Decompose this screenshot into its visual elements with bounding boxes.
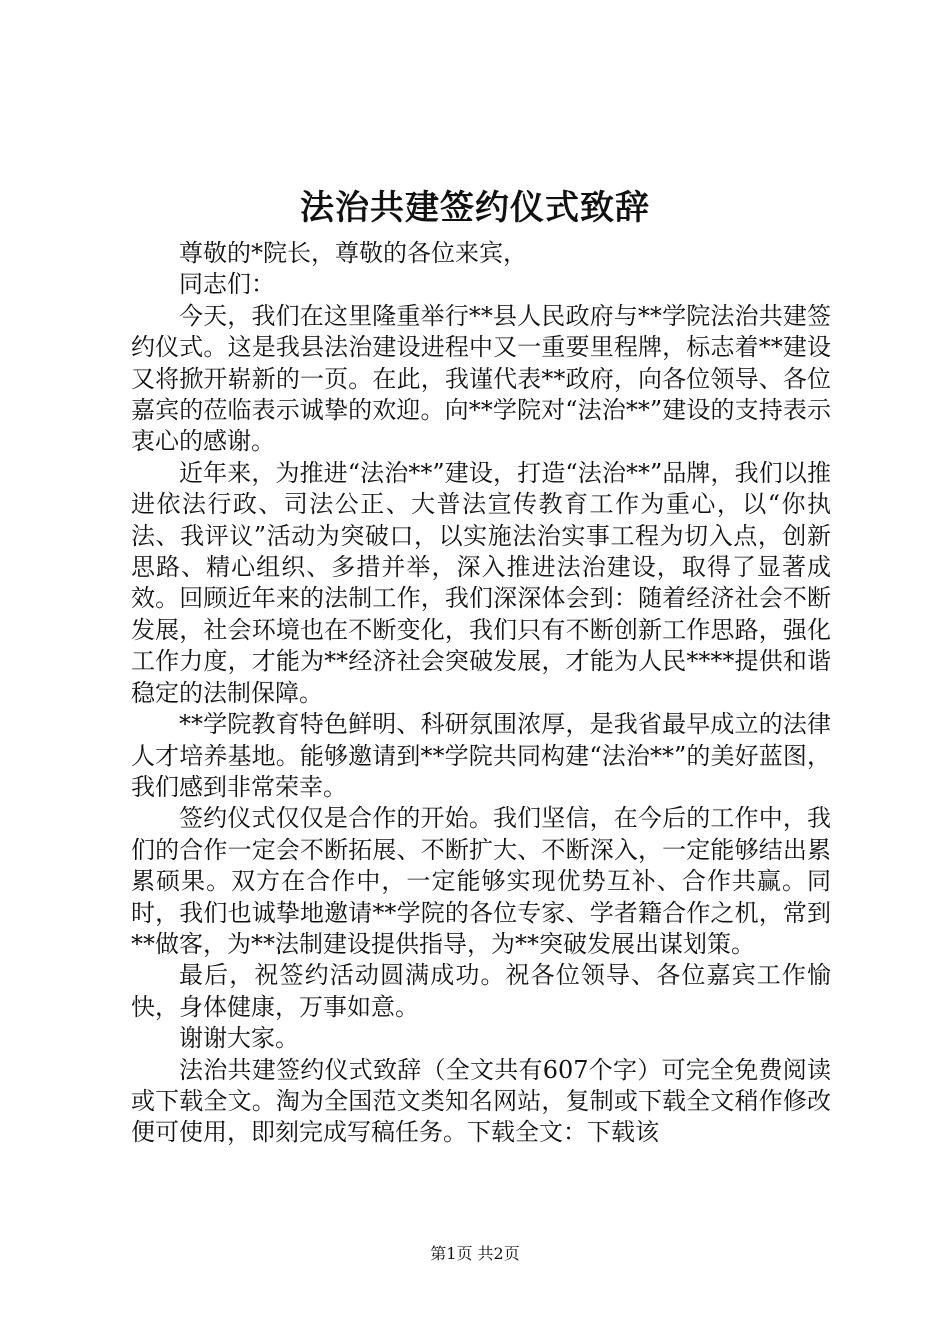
body-paragraph: 最后，祝签约活动圆满成功。祝各位领导、各位嘉宾工作愉快，身体健康，万事如意。 xyxy=(131,961,831,1021)
document-body xyxy=(131,238,831,1149)
body-paragraph: 近年来，为推进“法治**”建设，打造“法治**”品牌，我们以推进依法行政、司法公正、大普法宣传教育工作为重心，以“你执法、我评议”活动为突破口，以实施法治实事工程为切入点，创新思路、精心组织、多措并举，深入推进法治建设，取得了显著成效。回顾近年来的法制工作，我们深深体会到：随着经济社会不断发展，社会环境也在不断变化，我们只有不断创新工作思路，强化工作力度，才能为**经济社会突破发展，才能为人民****提供和谐稳定的法制保障。 xyxy=(131,458,831,707)
document-title: 法治共建签约仪式致辞 xyxy=(300,188,650,228)
body-paragraph: 今天，我们在这里隆重举行**县人民政府与**学院法治共建签约仪式。这是我县法治建设进程中又一重要里程牌，标志着**建设又将掀开崭新的一页。在此，我谨代表**政府，向各位领导、各位嘉宾的莅临表示诚挚的欢迎。向**学院对“法治**”建设的支持表示衷心的感谢。 xyxy=(131,301,831,456)
page-footer: 第1页 共2页 xyxy=(430,1244,520,1263)
salutation-line: 尊敬的*院长，尊敬的各位来宾， xyxy=(179,239,527,267)
salutation-line: 同志们： xyxy=(179,270,275,299)
closing-line: 谢谢大家。 xyxy=(179,1024,299,1053)
body-paragraph: **学院教育特色鲜明、科研氛围浓厚，是我省最早成立的法律人才培养基地。能够邀请到**学院共同构建“法治**”的美好蓝图，我们感到非常荣幸。 xyxy=(131,710,831,801)
download-notice: 法治共建签约仪式致辞（全文共有607个字）可完全免费阅读或下载全文。淘为全国范文类知名网站，复制或下载全文稍作修改便可使用，即刻完成写稿任务。下载全文：下载该 xyxy=(131,1055,831,1147)
body-paragraph: 签约仪式仅仅是合作的开始。我们坚信，在今后的工作中，我们的合作一定会不断拓展、不断扩大、不断深入，一定能够结出累累硕果。双方在合作中，一定能够实现优势互补、合作共赢。同时，我们也诚挚地邀请**学院的各位专家、学者籍合作之机，常到**做客，为**法制建设提供指导，为**突破发展出谋划策。 xyxy=(131,804,831,958)
